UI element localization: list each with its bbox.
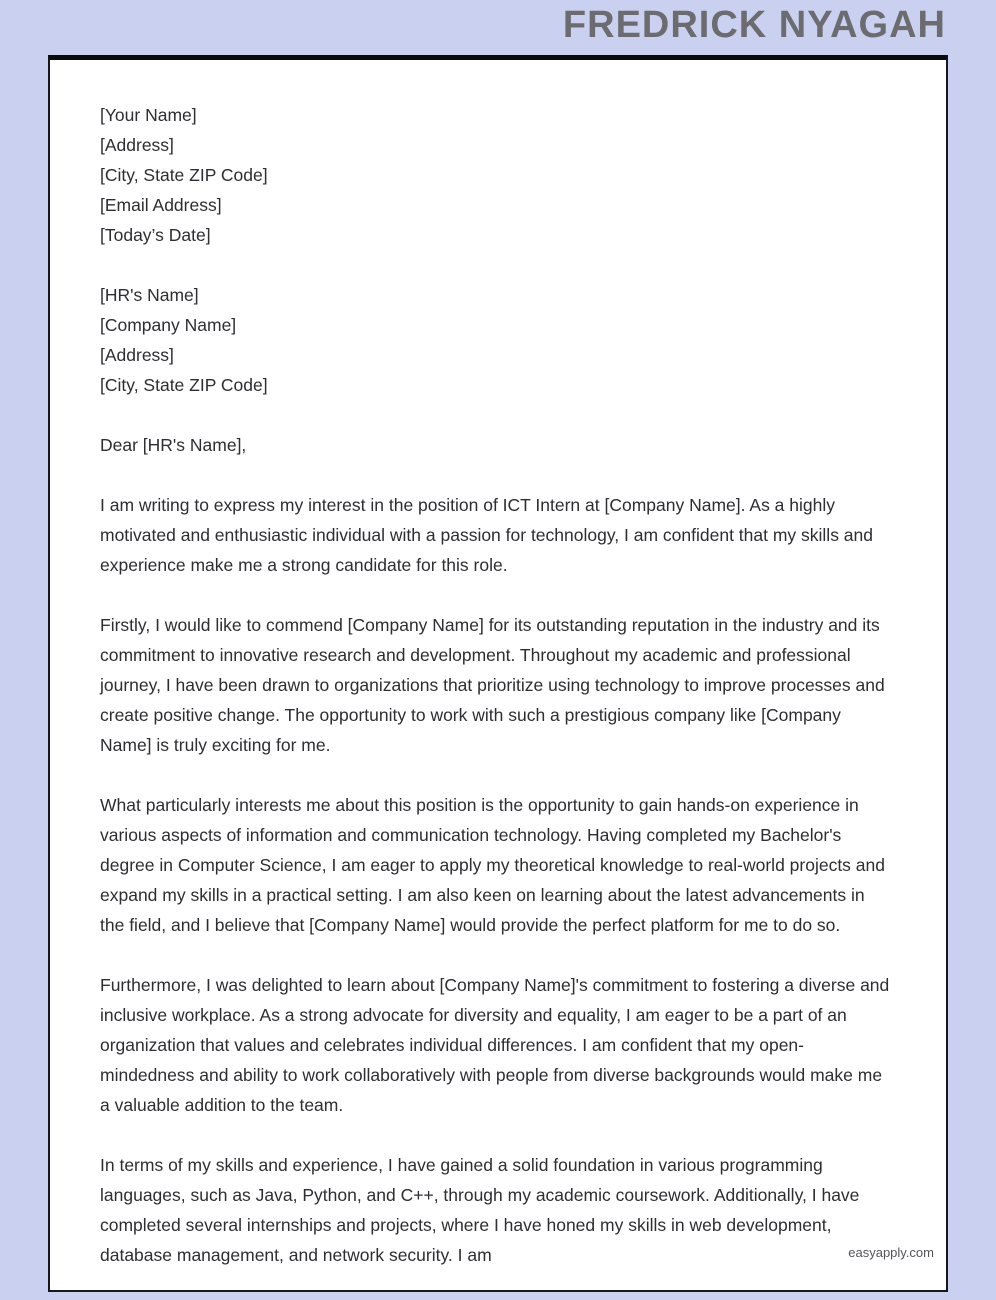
- recipient-city-line: [City, State ZIP Code]: [100, 375, 268, 395]
- letter-body: [50, 60, 946, 1270]
- paragraph-diversity: Furthermore, I was delighted to learn about [Company Name]'s commitment to fostering a diverse and inclusive workplace. As a strong advocate for diversity and equality, I am eager to be a part of an organization that values and celebrates individual differences. I am confident that my open-mindedness and ability to work collaboratively with people from diverse backgrounds would make me a valuable addition to the team.: [100, 975, 890, 1115]
- sender-address-block: [100, 100, 892, 250]
- sender-address-line: [Address]: [100, 135, 174, 155]
- sender-date-line: [Today’s Date]: [100, 225, 211, 245]
- recipient-address-line: [Address]: [100, 345, 174, 365]
- paragraph-position-interest: What particularly interests me about this position is the opportunity to gain hands-on experience in various aspects of information and communication technology. Having completed my Bachelor's degree in Computer Science, I am eager to apply my theoretical knowledge to real-world projects and expand my skills in a practical setting. I am also keen on learning about the latest advancements in the field, and I believe that [Company Name] would provide the perfect platform for me to do so.: [100, 795, 885, 935]
- salutation: Dear [HR's Name],: [100, 435, 247, 455]
- paragraph-company-reputation: Firstly, I would like to commend [Company Name] for its outstanding reputation in the industry and its commitment to innovative research and development. Throughout my academic and professional journey, I have been drawn to organizations that prioritize using technology to improve processes and create positive change. The opportunity to work with such a prestigious company like [Company Name] is truly exciting for me.: [100, 615, 885, 755]
- watermark-text: easyapply.com: [848, 1245, 934, 1260]
- paragraph-intro: I am writing to express my interest in the position of ICT Intern at [Company Name]. As a highly motivated and enthusiastic individual with a passion for technology, I am confident that my skills and experience make me a strong candidate for this role.: [100, 495, 874, 575]
- sender-email-line: [Email Address]: [100, 195, 222, 215]
- recipient-hr-name-line: [HR's Name]: [100, 285, 199, 305]
- recipient-address-block: [100, 280, 892, 400]
- letterhead-name: FREDRICK NYAGAH: [562, 4, 946, 46]
- paragraph-skills: In terms of my skills and experience, I have gained a solid foundation in various programming languages, such as Java, Python, and C++, through my academic coursework. Additionally, I have completed several internships and projects, where I have honed my skills in web development, database management, and network security. I am: [100, 1155, 860, 1265]
- sender-name-line: [Your Name]: [100, 105, 197, 125]
- sender-city-line: [City, State ZIP Code]: [100, 165, 268, 185]
- recipient-company-line: [Company Name]: [100, 315, 237, 335]
- letter-page: [48, 55, 948, 1292]
